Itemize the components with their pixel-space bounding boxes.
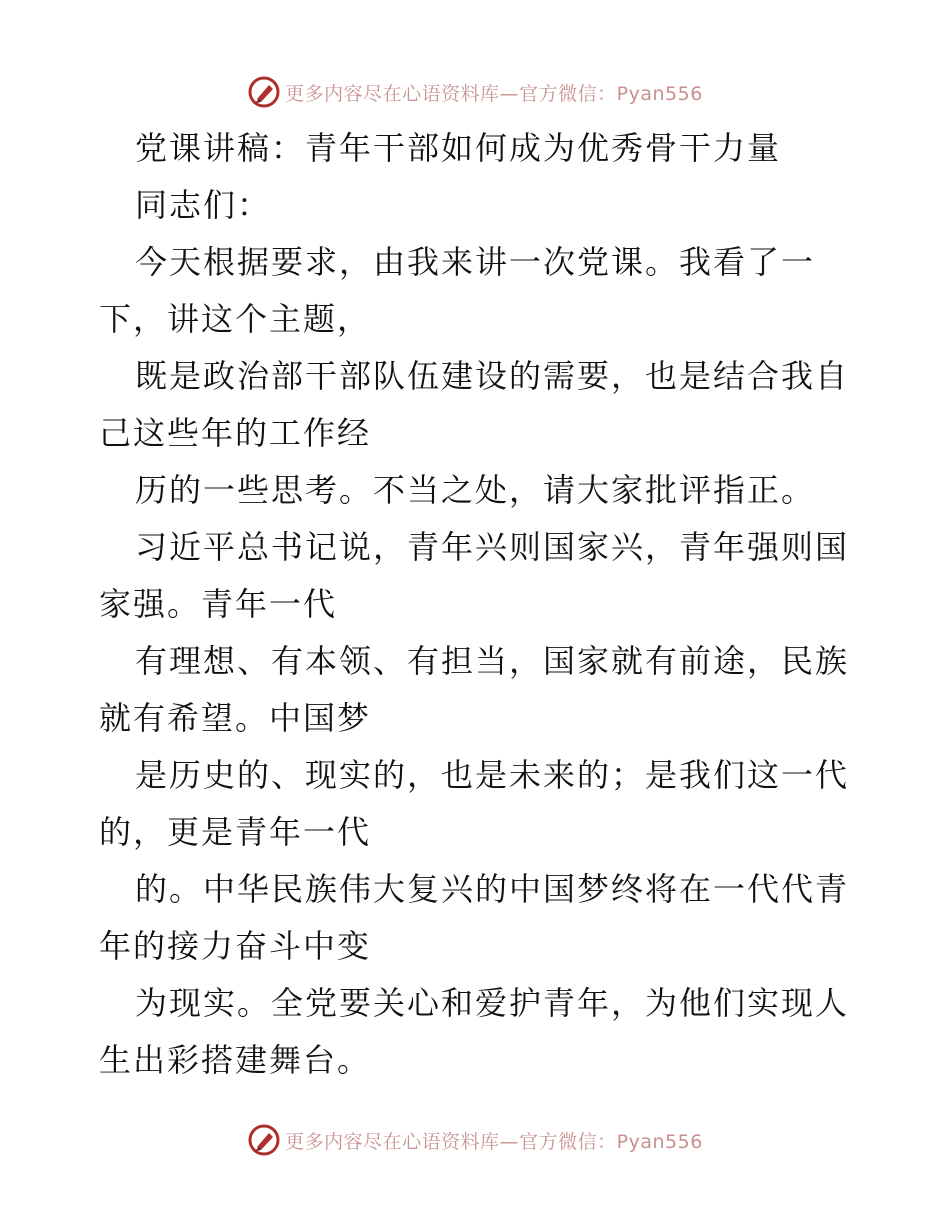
pen-logo-icon — [247, 75, 281, 109]
text-line: 家强。青年一代 — [99, 585, 338, 623]
text-line: 是历史的、现实的，也是未来的；是我们这一代 — [135, 756, 850, 794]
footer-banner-text: 更多内容尽在心语资料库—官方微信：Pyan556 — [285, 1130, 703, 1153]
text-line: 为现实。全党要关心和爱护青年，为他们实现人 — [135, 984, 850, 1022]
text-line: 习近平总书记说，青年兴则国家兴，青年强则国 — [135, 528, 850, 566]
salutation: 同志们： — [135, 186, 272, 224]
text-line: 生出彩搭建舞台。 — [99, 1041, 372, 1079]
text-line: 己这些年的工作经 — [99, 414, 372, 452]
document-body — [99, 120, 859, 1089]
text-line: 既是政治部干部队伍建设的需要，也是结合我自 — [135, 357, 850, 395]
text-line: 年的接力奋斗中变 — [99, 927, 372, 965]
text-line: 有理想、有本领、有担当，国家就有前途，民族 — [135, 642, 850, 680]
text-line: 下，讲这个主题， — [99, 300, 372, 338]
text-line: 今天根据要求，由我来讲一次党课。我看了一 — [135, 243, 816, 281]
footer-banner — [0, 1118, 950, 1162]
text-line: 的，更是青年一代 — [99, 813, 372, 851]
text-line: 历的一些思考。不当之处，请大家批评指正。 — [135, 471, 816, 509]
document-title: 党课讲稿：青年干部如何成为优秀骨干力量 — [135, 129, 782, 167]
text-line: 的。中华民族伟大复兴的中国梦终将在一代代青 — [135, 870, 850, 908]
header-banner — [0, 70, 950, 114]
header-banner-text: 更多内容尽在心语资料库—官方微信：Pyan556 — [285, 82, 703, 105]
pen-logo-icon — [247, 1123, 281, 1157]
text-line: 就有希望。中国梦 — [99, 699, 372, 737]
